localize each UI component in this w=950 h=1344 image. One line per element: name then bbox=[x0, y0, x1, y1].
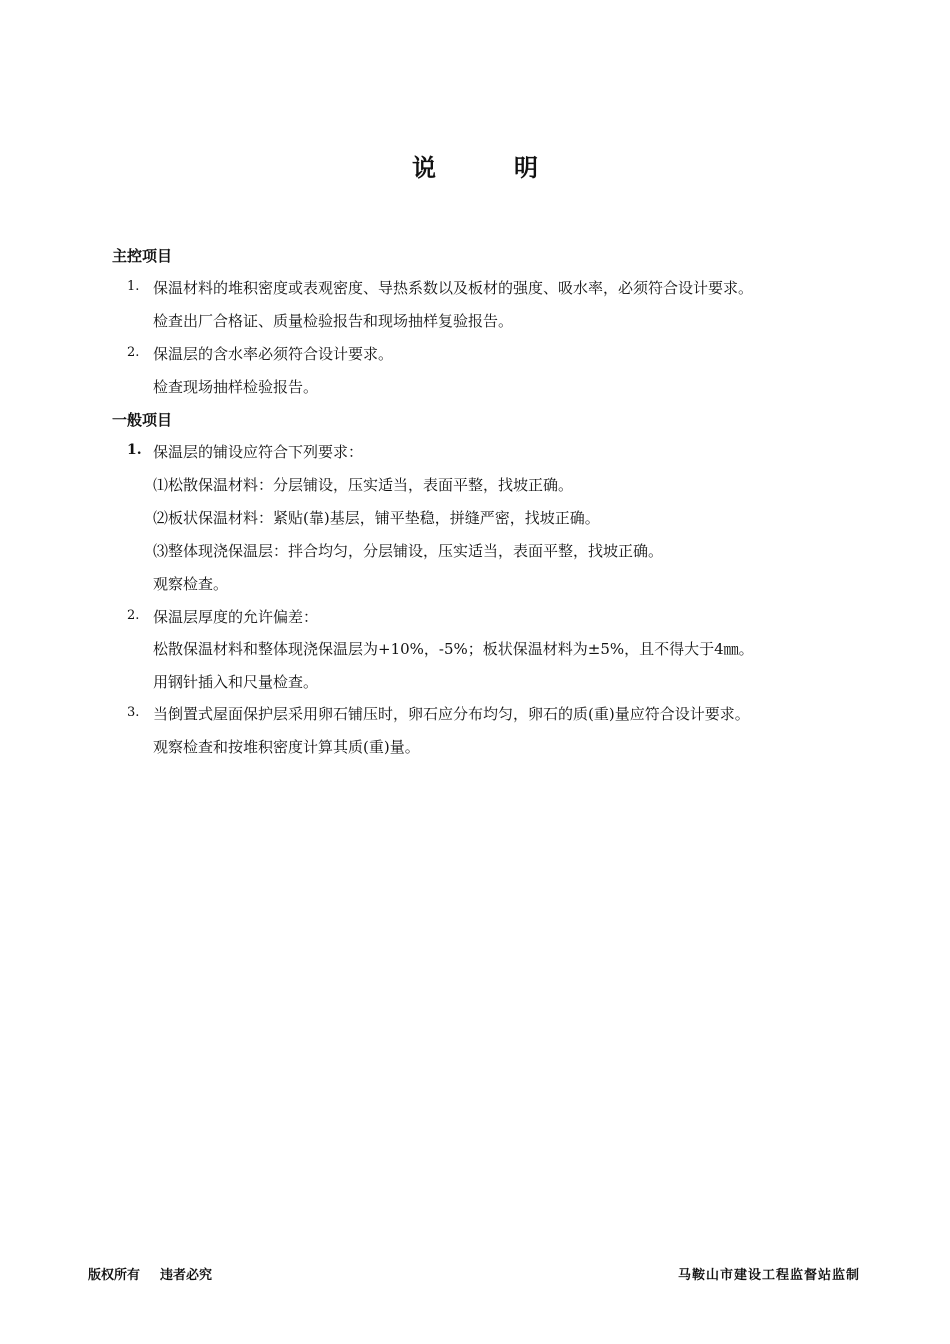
item-text: 用钢针插入和尺量检查。 bbox=[153, 673, 319, 691]
item-text: 保温层的含水率必须符合设计要求。 bbox=[153, 345, 394, 363]
item-number: 3. bbox=[127, 705, 140, 720]
title-char-1: 说 bbox=[412, 154, 436, 182]
item-number: 2. bbox=[127, 608, 140, 623]
footer-copyright-a: 版权所有 bbox=[88, 1268, 141, 1283]
item-text: 观察检查。 bbox=[153, 575, 229, 593]
item-text: 观察检查和按堆积密度计算其质(重)量。 bbox=[153, 738, 420, 756]
item-text: ⑶整体现浇保温层：拌合均匀，分层铺设，压实适当，表面平整，找坡正确。 bbox=[153, 542, 664, 560]
item-number: 1. bbox=[127, 442, 142, 458]
footer-issuer: 马鞍山市建设工程监督站监制 bbox=[677, 1268, 860, 1283]
page-title bbox=[0, 148, 950, 183]
item-text: 保温材料的堆积密度或表观密度、导热系数以及板材的强度、吸水率，必须符合设计要求。 bbox=[153, 279, 754, 297]
footer-copyright bbox=[88, 1264, 212, 1283]
item-number: 1. bbox=[127, 279, 140, 294]
item-text: 松散保温材料和整体现浇保温层为+10%，-5%；板状保温材料为±5%，且不得大于4㎜。 bbox=[153, 640, 754, 658]
title-char-2: 明 bbox=[514, 154, 538, 182]
item-number: 2. bbox=[127, 345, 140, 360]
section-heading-general: 一般项目 bbox=[112, 411, 173, 429]
item-text: 当倒置式屋面保护层采用卵石铺压时，卵石应分布均匀，卵石的质(重)量应符合设计要求。 bbox=[153, 705, 750, 723]
section-heading-main-control: 主控项目 bbox=[112, 247, 173, 265]
item-text: ⑵板状保温材料：紧贴(靠)基层，铺平垫稳，拼缝严密，找坡正确。 bbox=[153, 509, 600, 527]
item-text: 检查出厂合格证、质量检验报告和现场抽样复验报告。 bbox=[153, 312, 514, 330]
item-text: 保温层厚度的允许偏差： bbox=[153, 608, 319, 626]
item-text: 保温层的铺设应符合下列要求： bbox=[153, 443, 364, 461]
item-text: ⑴松散保温材料：分层铺设，压实适当，表面平整，找坡正确。 bbox=[153, 476, 574, 494]
item-text: 检查现场抽样检验报告。 bbox=[153, 378, 319, 396]
footer-copyright-b: 违者必究 bbox=[160, 1268, 213, 1283]
